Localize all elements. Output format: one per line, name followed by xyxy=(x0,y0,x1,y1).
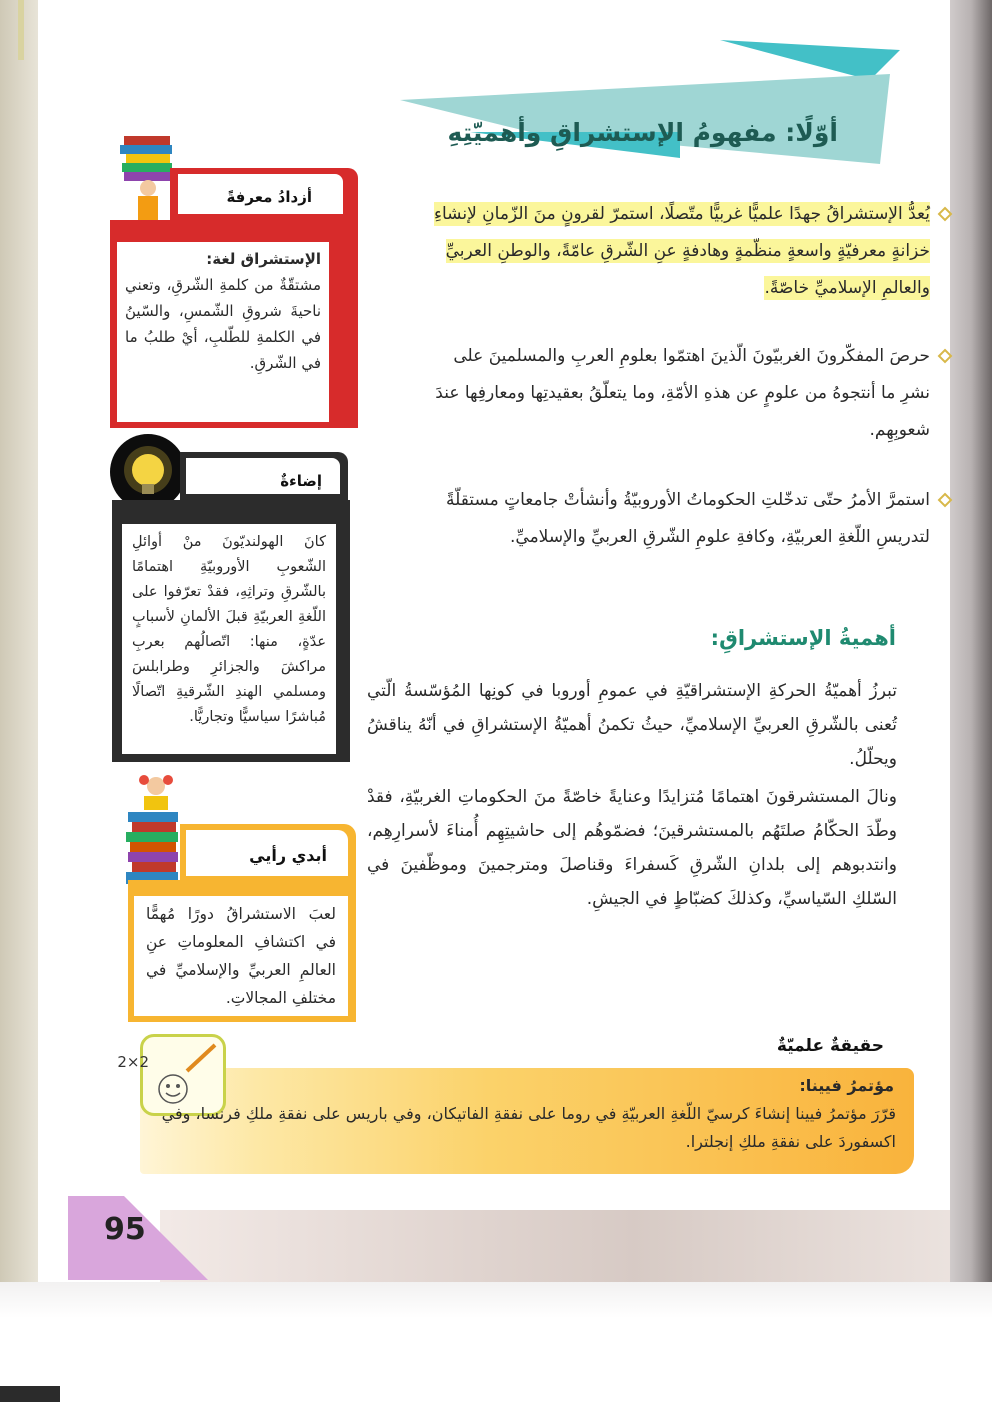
knowledge-subtitle: الإستشراق لغة: xyxy=(206,250,321,268)
knowledge-body xyxy=(117,242,329,422)
page-right-edge xyxy=(950,0,992,1290)
title-banner xyxy=(380,40,900,165)
page-left-edge xyxy=(0,0,40,1282)
scan-shadow xyxy=(160,1210,950,1282)
svg-text:2×2: 2×2 xyxy=(117,1053,149,1071)
page-number: 95 xyxy=(104,1212,146,1247)
enlightenment-title: إضاءةٌ xyxy=(280,472,322,490)
page-bottom-margin xyxy=(0,1282,992,1402)
lesson-title: أوّلًا: مفهومُ الإستشراقِ وأهميّتِهِ xyxy=(447,118,838,147)
scan-corner-shadow xyxy=(0,1386,60,1402)
diamond-bullet-icon xyxy=(938,493,952,507)
opinion-text: لعبَ الاستشراقُ دورًا مُهمًّا في اكتشافِ المعلوماتِ عنِ العالمِ العربيِّ والإسلاميِّ في مختلفِ المجالاتِ. xyxy=(134,896,348,1016)
diamond-bullet-icon xyxy=(938,207,952,221)
bullet-paragraph-3 xyxy=(422,482,952,556)
fact-subtitle: مؤتمرُ فيينا: xyxy=(799,1076,894,1095)
fact-title: حقيقةٌ علميّةٌ xyxy=(776,1036,884,1056)
bullet-paragraph-2 xyxy=(422,338,952,449)
bullet-text-1: يُعدُّ الإستشراقُ جهدًا علميًّا غربيًّا متّصلًا، استمرّ لقرونٍ منَ الزّمانِ لإنشاءِ خزانةٍ معرفيّةٍ واسعةٍ منظّمةٍ وهادفةٍ عنِ الشّرقِ عامّةً، والوطنِ العربيِّ والعالمِ الإسلاميِّ خاصّةً. xyxy=(434,204,930,298)
importance-heading: أهميةُ الإستشراقِ: xyxy=(710,626,896,650)
opinion-title: أبدي رأيي xyxy=(249,846,327,865)
reading-girl-icon xyxy=(122,772,184,890)
importance-paragraph-1: تبرزُ أهميّةُ الحركةِ الإستشراقيّةِ في عمومِ أوروبا في كونِها المُؤسّسةُ الّتي تُعنى بالشّرقِ العربيِّ الإسلاميِّ، حيثُ تكمنُ أهميّةُ الإستشراقِ في أنّهُ يناقشُ ويحلّلُ. xyxy=(367,681,897,769)
binding-stripe xyxy=(18,0,24,60)
knowledge-text: مشتقّةٌ من كلمةِ الشّرقِ، وتعني ناحيةَ شروقِ الشّمسِ، والسّينُ في الكلمةِ للطّلبِ، أيْ طلبُ ما في الشّرقِ. xyxy=(125,276,321,372)
diamond-bullet-icon xyxy=(938,349,952,363)
importance-paragraph-2: ونالَ المستشرقونَ اهتمامًا مُتزايدًا وعنايةً خاصّةً منَ الحكوماتِ الغربيّةِ، فقدْ وطّدَ الحكّامُ صلتَهُم بالمستشرقينَ؛ فضمّوهُم إلى حاشيتِهِم أُمناءَ لأسرارِهِم، وانتدبوهم إلى بلدانِ الشّرقِ كَسفراءَ وقناصلَ ومترجمينَ وموظّفينَ في السّلكِ السّياسيِّ، وكذلكَ كضبّاطٍ في الجيشِ. xyxy=(367,787,897,909)
bullet-text-2: حرصَ المفكّرونَ الغربيّونَ الّذينَ اهتمّوا بعلومِ العربِ والمسلمينَ على نشرِ ما أنتجوهُ من علومٍ عن هذهِ الأمّةِ، وما يتعلّقُ بعقيدتِها ومعارفِها عندَ شعوبِهِم. xyxy=(435,346,930,440)
knowledge-title: أزدادُ معرفةً xyxy=(226,188,312,206)
enlightenment-text: كانَ الهولنديّونَ منْ أوائلِ الشّعوبِ الأوروبيّةِ اهتمامًا بالشّرقِ وتراثِهِ، فقدْ تعرّفوا على اللّغةِ العربيّةِ قبلَ الألمانِ لأسبابٍ عدّةٍ، منها: اتّصالُهم بعربِ مراكشَ والجزائرِ وطرابلسَ ومسلمي الهندِ الشّرقيةِ اتّصالًا مُباشرًا سياسيًّا وتجاريًّا. xyxy=(122,524,336,754)
fact-text: قرّرَ مؤتمرُ فيينا إنشاءَ كرسيّ اللّغةِ العربيّةِ في روما على نفقةِ الفاتيكان، وفي باريس على نفقةِ ملكِ فرنسا، وفي اكسفوردَ على نفقةِ ملكِ إنجلترا. xyxy=(161,1104,896,1151)
bullet-paragraph-1 xyxy=(422,196,952,307)
bullet-text-3: استمرَّ الأمرُ حتّى تدخّلتِ الحكوماتُ الأوروبيّةُ وأنشأتْ جامعاتٍ مستقلّةً لتدريسِ اللّغةِ العربيّةِ، وكافةِ علومِ الشّرقِ العربيِّ والإسلاميِّ. xyxy=(445,490,930,547)
